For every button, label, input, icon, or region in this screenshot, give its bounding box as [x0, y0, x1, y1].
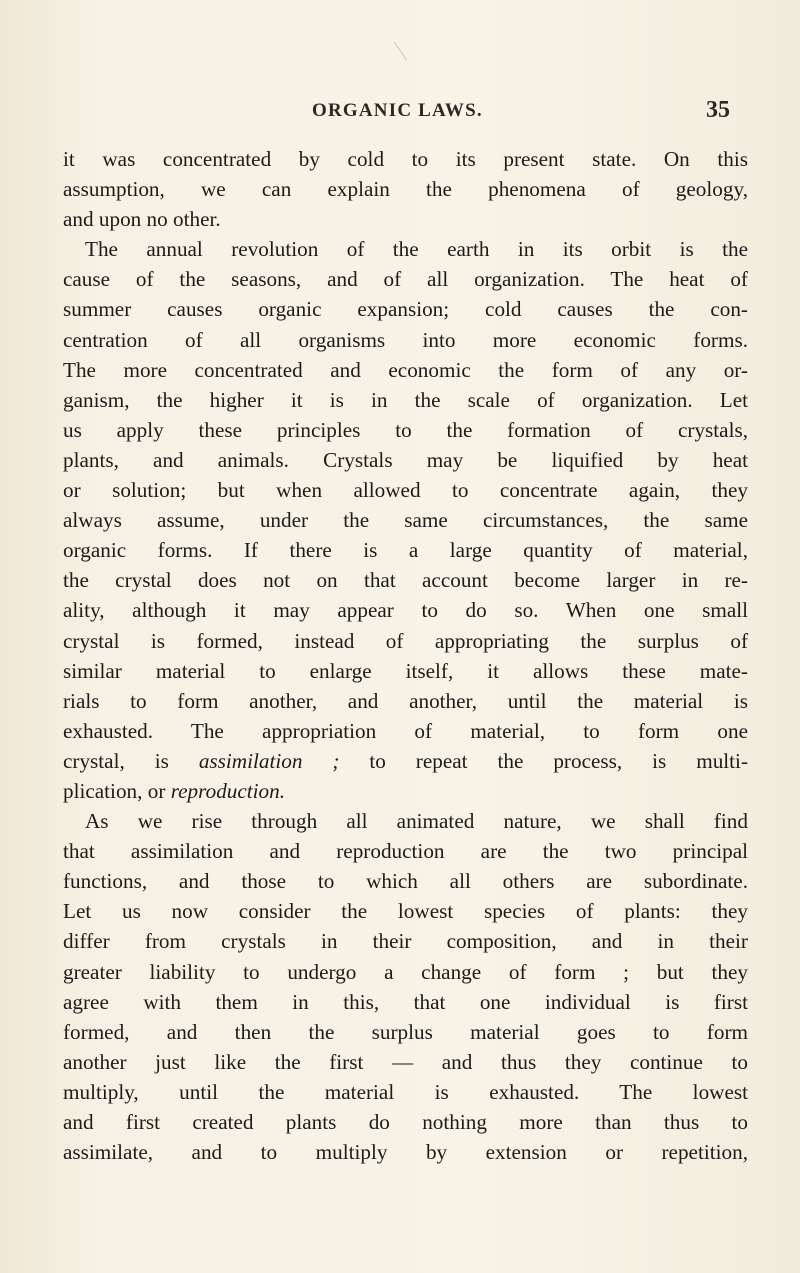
- text-line: always assume, under the same circumstances, the same: [63, 508, 748, 533]
- italic-term: assimilation ;: [198, 748, 340, 773]
- text-line: assumption, we can explain the phenomena of geology,: [63, 177, 748, 202]
- text-line: or solution; but when allowed to concentrate again, they: [63, 478, 748, 503]
- text-line: The more concentrated and economic the form of any or-: [63, 357, 748, 382]
- text-line: and upon no other.: [63, 207, 221, 232]
- text-line: assimilate, and to multiply by extension or repetition,: [63, 1140, 748, 1165]
- text-segment: crystal, is: [63, 748, 199, 773]
- text-line: rials to form another, and another, until the material is: [63, 688, 748, 713]
- running-head: ORGANIC LAWS.: [312, 100, 483, 121]
- text-line: exhausted. The appropriation of material, to form one: [63, 718, 748, 743]
- text-line: that assimilation and reproduction are the two principal: [63, 839, 748, 864]
- text-line: [63, 750, 748, 773]
- text-segment: plication, or: [63, 778, 171, 803]
- text-line: greater liability to undergo a change of form ; but they: [63, 959, 748, 984]
- text-line: centration of all organisms into more economic forms.: [63, 327, 748, 352]
- body-text: [63, 148, 748, 1171]
- text-line: agree with them in this, that one individual is first: [63, 989, 748, 1014]
- text-line: us apply these principles to the formation of crystals,: [63, 417, 748, 442]
- text-line: the crystal does not on that account become larger in re-: [63, 568, 748, 593]
- text-line: it was concentrated by cold to its present state. On this: [63, 147, 748, 171]
- text-line: ganism, the higher it is in the scale of organization. Let: [63, 387, 748, 412]
- text-line: Let us now consider the lowest species of plants: they: [63, 899, 748, 924]
- text-line: plants, and animals. Crystals may be liquified by heat: [63, 447, 748, 472]
- text-line: organic forms. If there is a large quantity of material,: [63, 538, 748, 563]
- text-segment: to repeat the process, is multi-: [339, 748, 749, 773]
- text-line: similar material to enlarge itself, it allows these mate-: [63, 658, 748, 683]
- text-line: differ from crystals in their composition, and in their: [63, 929, 748, 954]
- text-line: multiply, until the material is exhausted. The lowest: [63, 1079, 748, 1104]
- text-line: summer causes organic expansion; cold causes the con-: [63, 297, 748, 322]
- text-line: ality, although it may appear to do so. When one small: [63, 598, 748, 623]
- text-line: cause of the seasons, and of all organization. The heat of: [63, 267, 748, 292]
- text-line: and first created plants do nothing more than thus to: [63, 1110, 748, 1134]
- text-line: crystal is formed, instead of appropriating the surplus of: [63, 628, 748, 653]
- text-line: The annual revolution of the earth in its orbit is the: [85, 237, 748, 262]
- scan-mark: [394, 42, 407, 61]
- italic-term: reproduction.: [170, 778, 286, 803]
- text-line: [63, 780, 748, 803]
- page-number: 35: [706, 97, 730, 123]
- text-line: another just like the first — and thus they continue to: [63, 1049, 748, 1074]
- text-line: As we rise through all animated nature, we shall find: [85, 809, 748, 834]
- text-line: functions, and those to which all others are subordinate.: [63, 869, 748, 894]
- page-header: [0, 97, 800, 134]
- text-line: formed, and then the surplus material goes to form: [63, 1019, 748, 1044]
